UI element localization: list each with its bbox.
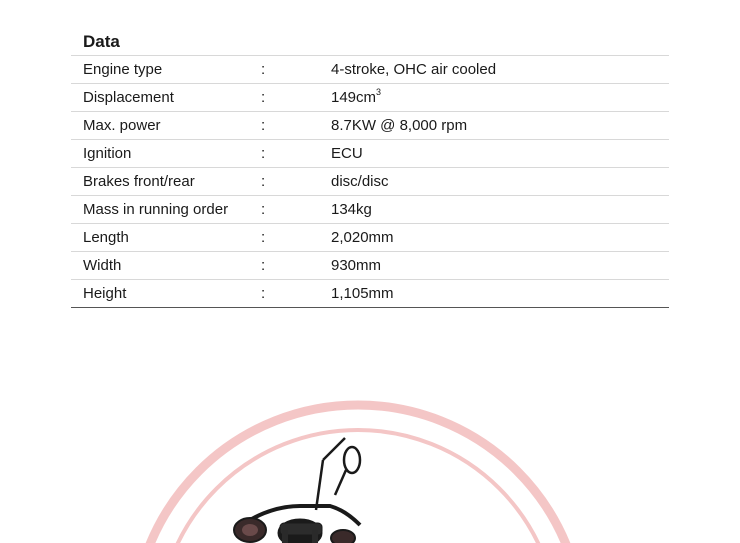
spec-label: Max. power [71,112,261,140]
spec-row-brakes [71,168,669,196]
section-title: Data [71,28,669,56]
spec-value: 149cm [331,89,377,106]
spec-separator: : [261,280,331,308]
spec-separator: : [261,196,331,224]
spec-value: 4-stroke, OHC air cooled [331,56,669,84]
spec-separator: : [261,112,331,140]
spec-section [71,28,669,308]
spec-value: 2,020mm [331,224,669,252]
spec-label: Ignition [71,140,261,168]
spec-label: Engine type [71,56,261,84]
spec-separator: : [261,252,331,280]
spec-separator: : [261,140,331,168]
motorcycle-front-view [234,438,360,543]
motorcycle-illustration [0,320,740,543]
spec-row-length [71,224,669,252]
spec-row-height [71,280,669,308]
spec-label: Displacement [71,84,261,112]
spec-label: Mass in running order [71,196,261,224]
spec-value: 930mm [331,252,669,280]
spec-label: Brakes front/rear [71,168,261,196]
spec-separator: : [261,224,331,252]
spec-table [71,56,669,308]
spec-value: 1,105mm [331,280,669,308]
spec-row-displacement [71,84,669,112]
spec-value-cell [331,84,669,112]
spec-separator: : [261,168,331,196]
spec-separator: : [261,84,331,112]
spec-label: Length [71,224,261,252]
spec-label: Height [71,280,261,308]
spec-value: 134kg [331,196,669,224]
spec-row-max-power [71,112,669,140]
spec-value: ECU [331,140,669,168]
spec-label: Width [71,252,261,280]
spec-row-mass [71,196,669,224]
motorcycle-image [0,320,740,543]
spec-row-width [71,252,669,280]
spec-value: 8.7KW @ 8,000 rpm [331,112,669,140]
spec-row-ignition [71,140,669,168]
spec-separator: : [261,56,331,84]
spec-value: disc/disc [331,168,669,196]
spec-row-engine-type [71,56,669,84]
spec-value-superscript: 3 [376,87,382,97]
